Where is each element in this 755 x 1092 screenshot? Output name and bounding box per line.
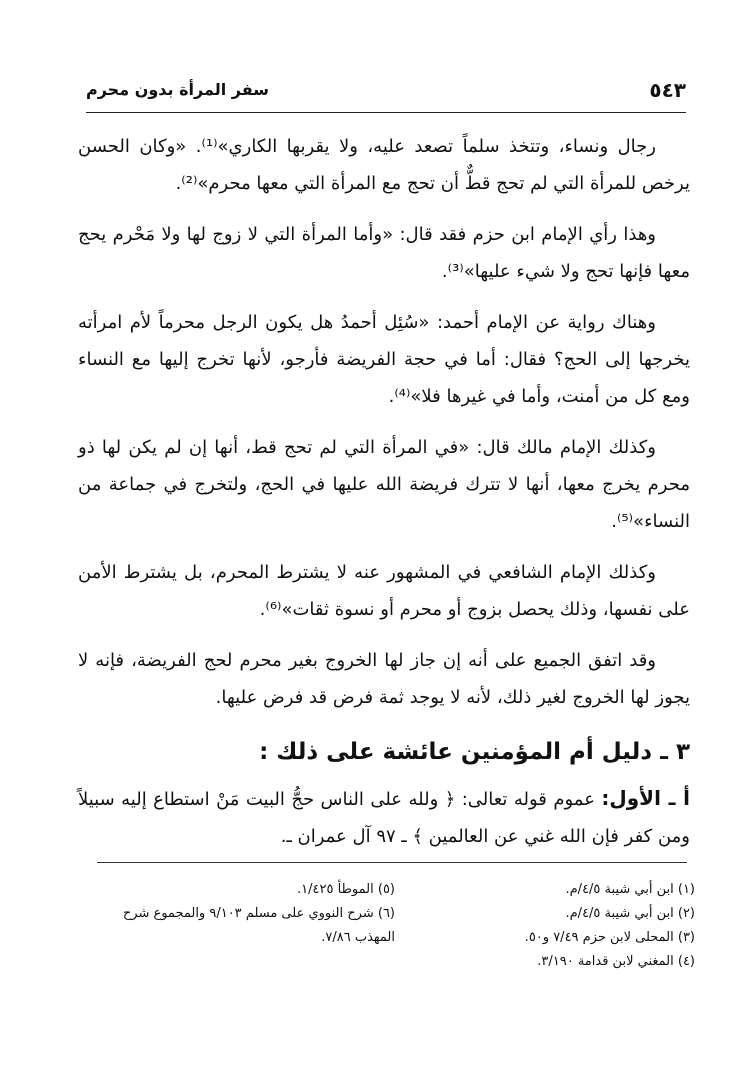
point-text: عموم قوله تعالى: ﴿ ولله على الناس حجُّ البيت مَنْ استطاع إليه سبيلاً ومن كفر فإن الله غني عن العالمين ﴾ ـ ٩٧ آل عمران ـ. bbox=[78, 789, 690, 847]
evidence-point-first bbox=[78, 780, 690, 855]
paragraph-3: وهناك رواية عن الإمام أحمد: «سُئِل أحمدُ هل يكون الرجل محرماً لأم امرأته يخرجها إلى الحج؟ فقال: أما في حجة الفريضة فأرجو، لأنها تخرج إليها مع النساء ومع كل من أمنت، وأما في غيرها فلا»⁽⁴⁾. bbox=[78, 312, 690, 407]
page-header bbox=[86, 78, 686, 112]
footnote-3: (٣) المحلى لابن حزم ٧/٤٩ و٥٠. bbox=[524, 930, 695, 945]
footnote-4: (٤) المغني لابن قدامة ٣/١٩٠. bbox=[537, 954, 695, 969]
main-text bbox=[78, 128, 690, 855]
paragraph-2: وهذا رأي الإمام ابن حزم فقد قال: «وأما المرأة التي لا زوج لها ولا مَحْرم يحج معها فإنها تحج ولا شيء عليها»⁽³⁾. bbox=[78, 224, 690, 282]
footnote-1: (١) ابن أبي شيبة ٤/٥/م. bbox=[565, 882, 695, 897]
page-number: ٥٤٣ bbox=[649, 78, 686, 102]
section-heading: ٣ ـ دليل أم المؤمنين عائشة على ذلك : bbox=[259, 739, 690, 765]
paragraph-5: وكذلك الإمام الشافعي في المشهور عنه لا يشترط المحرم، بل يشترط الأمن على نفسها، وذلك يحصل بزوج أو محرم أو نسوة ثقات»⁽⁶⁾. bbox=[78, 562, 690, 620]
footnotes-left-column bbox=[95, 878, 395, 950]
header-divider bbox=[86, 112, 686, 113]
footnote-2: (٢) ابن أبي شيبة ٤/٥/م. bbox=[565, 906, 695, 921]
footnote-6: (٦) شرح النووي على مسلم ٩/١٠٣ والمجموع شرح المهذب ٧/٨٦. bbox=[122, 906, 395, 945]
paragraph-4: وكذلك الإمام مالك قال: «في المرأة التي لم تحج قط، أنها إن لم يكن لها ذو محرم يخرج معها، أنها لا تترك فريضة الله عليها في الحج، ولتخرج في جماعة من النساء»⁽⁵⁾. bbox=[78, 437, 690, 532]
paragraph-1: رجال ونساء، وتتخذ سلماً تصعد عليه، ولا يقربها الكاري»⁽¹⁾. «وكان الحسن يرخص للمرأة التي لم تحج قطٌّ أن تحج مع المرأة التي معها محرم»⁽²⁾. bbox=[78, 136, 690, 194]
footnotes-right-column bbox=[405, 878, 695, 974]
running-title: سفر المرأة بدون محرم bbox=[86, 80, 269, 99]
point-lead: أ ـ الأول: bbox=[601, 786, 690, 810]
footnote-5: (٥) الموطأ ١/٤٢٥. bbox=[297, 882, 395, 897]
paragraph-6: وقد اتفق الجميع على أنه إن جاز لها الخروج بغير محرم لحج الفريضة، فإنه لا يجوز لها الخروج لغير ذلك، لأنه لا يوجد ثمة فرض قد فرض عليها. bbox=[78, 650, 690, 708]
footnote-divider bbox=[97, 862, 687, 863]
